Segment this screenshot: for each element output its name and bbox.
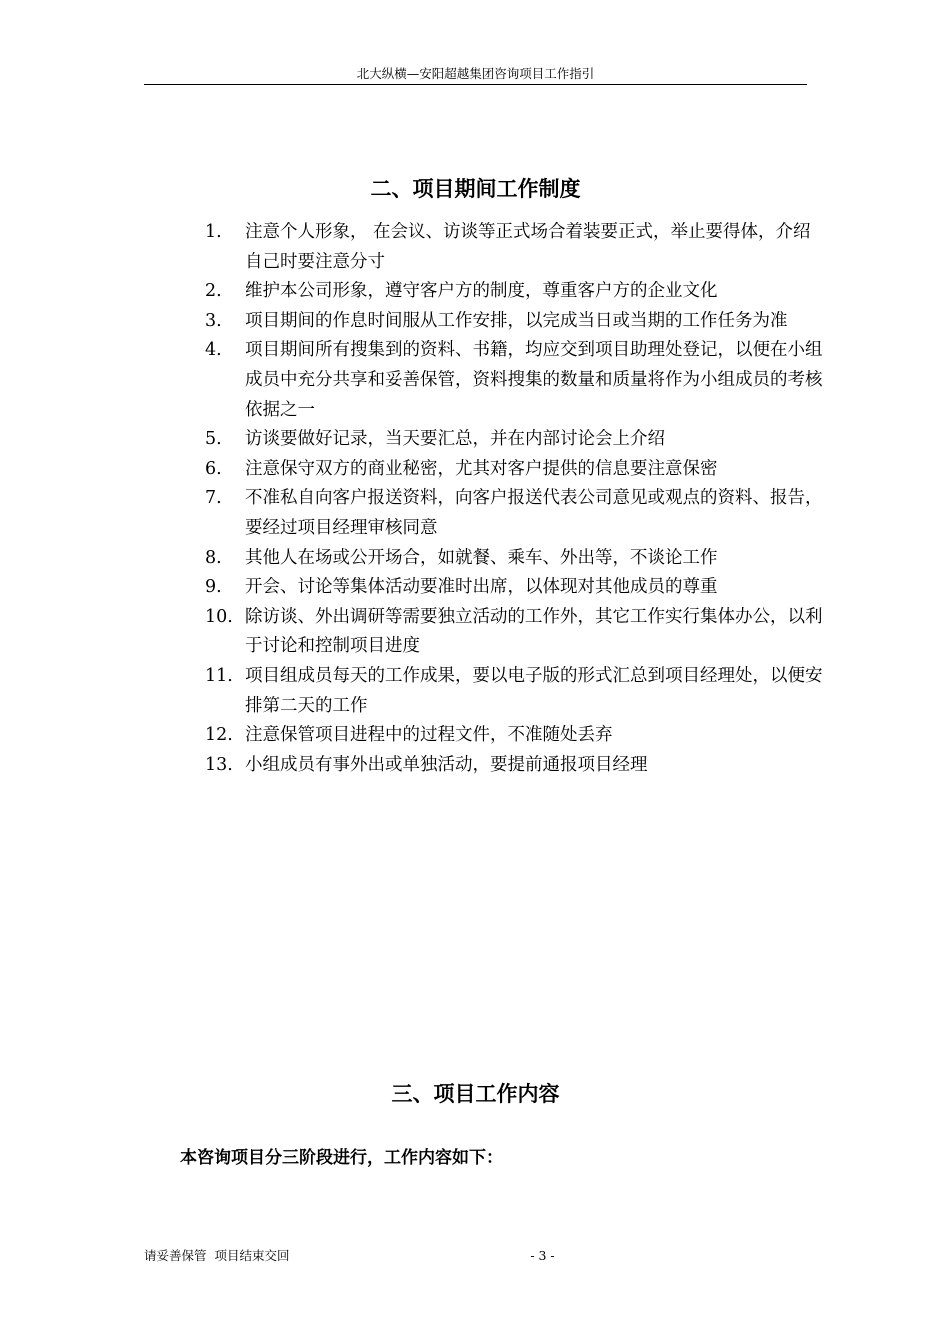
list-item-text: 小组成员有事外出或单独活动，要提前通报项目经理 [245,754,648,775]
list-item-number: 13. [205,754,233,775]
list-item-text: 维护本公司形象，遵守客户方的制度，尊重客户方的企业文化 [245,281,718,302]
list-item-text: 不准私自向客户报送资料，向客户报送代表公司意见或观点的资料、报告，要经过项目经理审核同意 [245,488,823,538]
list-item-number: 8. [205,547,222,568]
work-content-intro: 本咨询项目分三阶段进行，工作内容如下： [180,1148,503,1168]
footer-note: 请妥善保管 项目结束交回 [144,1248,290,1263]
list-item [205,751,825,781]
list-item [205,544,825,574]
list-item-text: 注意保管项目进程中的过程文件，不准随处丢弃 [245,725,613,746]
list-item-number: 3. [205,310,222,331]
list-item-text: 项目组成员每天的工作成果，要以电子版的形式汇总到项目经理处，以便安排第二天的工作 [245,665,823,716]
list-item-text: 项目期间所有搜集到的资料、书籍，均应交到项目助理处登记，以便在小组成员中充分共享和妥善保管，资料搜集的数量和质量将作为小组成员的考核依据之一 [245,340,823,420]
list-item-number: 6. [205,458,222,479]
list-item-text: 开会、讨论等集体活动要准时出席，以体现对其他成员的尊重 [245,577,718,598]
list-item-number: 10. [205,606,233,627]
list-item-text: 项目期间的作息时间服从工作安排，以完成当日或当期的工作任务为准 [245,310,788,331]
list-item-text: 注意个人形象， 在会议、访谈等正式场合着装要正式，举止要得体，介绍自己时要注意分寸 [245,222,811,272]
section-title-work-rules: 二、项目期间工作制度 [370,177,581,201]
section-title-work-content: 三、项目工作内容 [391,1082,560,1106]
list-item [205,455,825,485]
list-item [205,662,825,721]
list-item-number: 5. [205,429,222,450]
list-item-text: 其他人在场或公开场合，如就餐、乘车、外出等，不谈论工作 [245,547,718,568]
list-item-text: 注意保守双方的商业秘密，尤其对客户提供的信息要注意保密 [245,458,718,479]
page-header: 北大纵横—安阳超越集团咨询项目工作指引 [144,66,807,85]
work-rules-list [205,218,825,780]
list-item-number: 2. [205,281,222,302]
list-item-number: 4. [205,340,222,361]
list-item-number: 11. [205,665,233,686]
list-item [205,721,825,751]
list-item-number: 7. [205,488,222,509]
list-item-number: 9. [205,577,222,598]
list-item [205,277,825,307]
list-item [205,603,825,662]
list-item [205,425,825,455]
list-item [205,218,825,277]
list-item [205,307,825,337]
list-item [205,336,825,425]
list-item-number: 12. [205,725,233,746]
list-item [205,573,825,603]
list-item-number: 1. [205,222,222,242]
list-item-text: 除访谈、外出调研等需要独立活动的工作外，其它工作实行集体办公，以利于讨论和控制项目进度 [245,606,823,657]
page-number: - 3 - [530,1248,555,1263]
list-item [205,484,825,543]
list-item-text: 访谈要做好记录，当天要汇总，并在内部讨论会上介绍 [245,429,665,450]
